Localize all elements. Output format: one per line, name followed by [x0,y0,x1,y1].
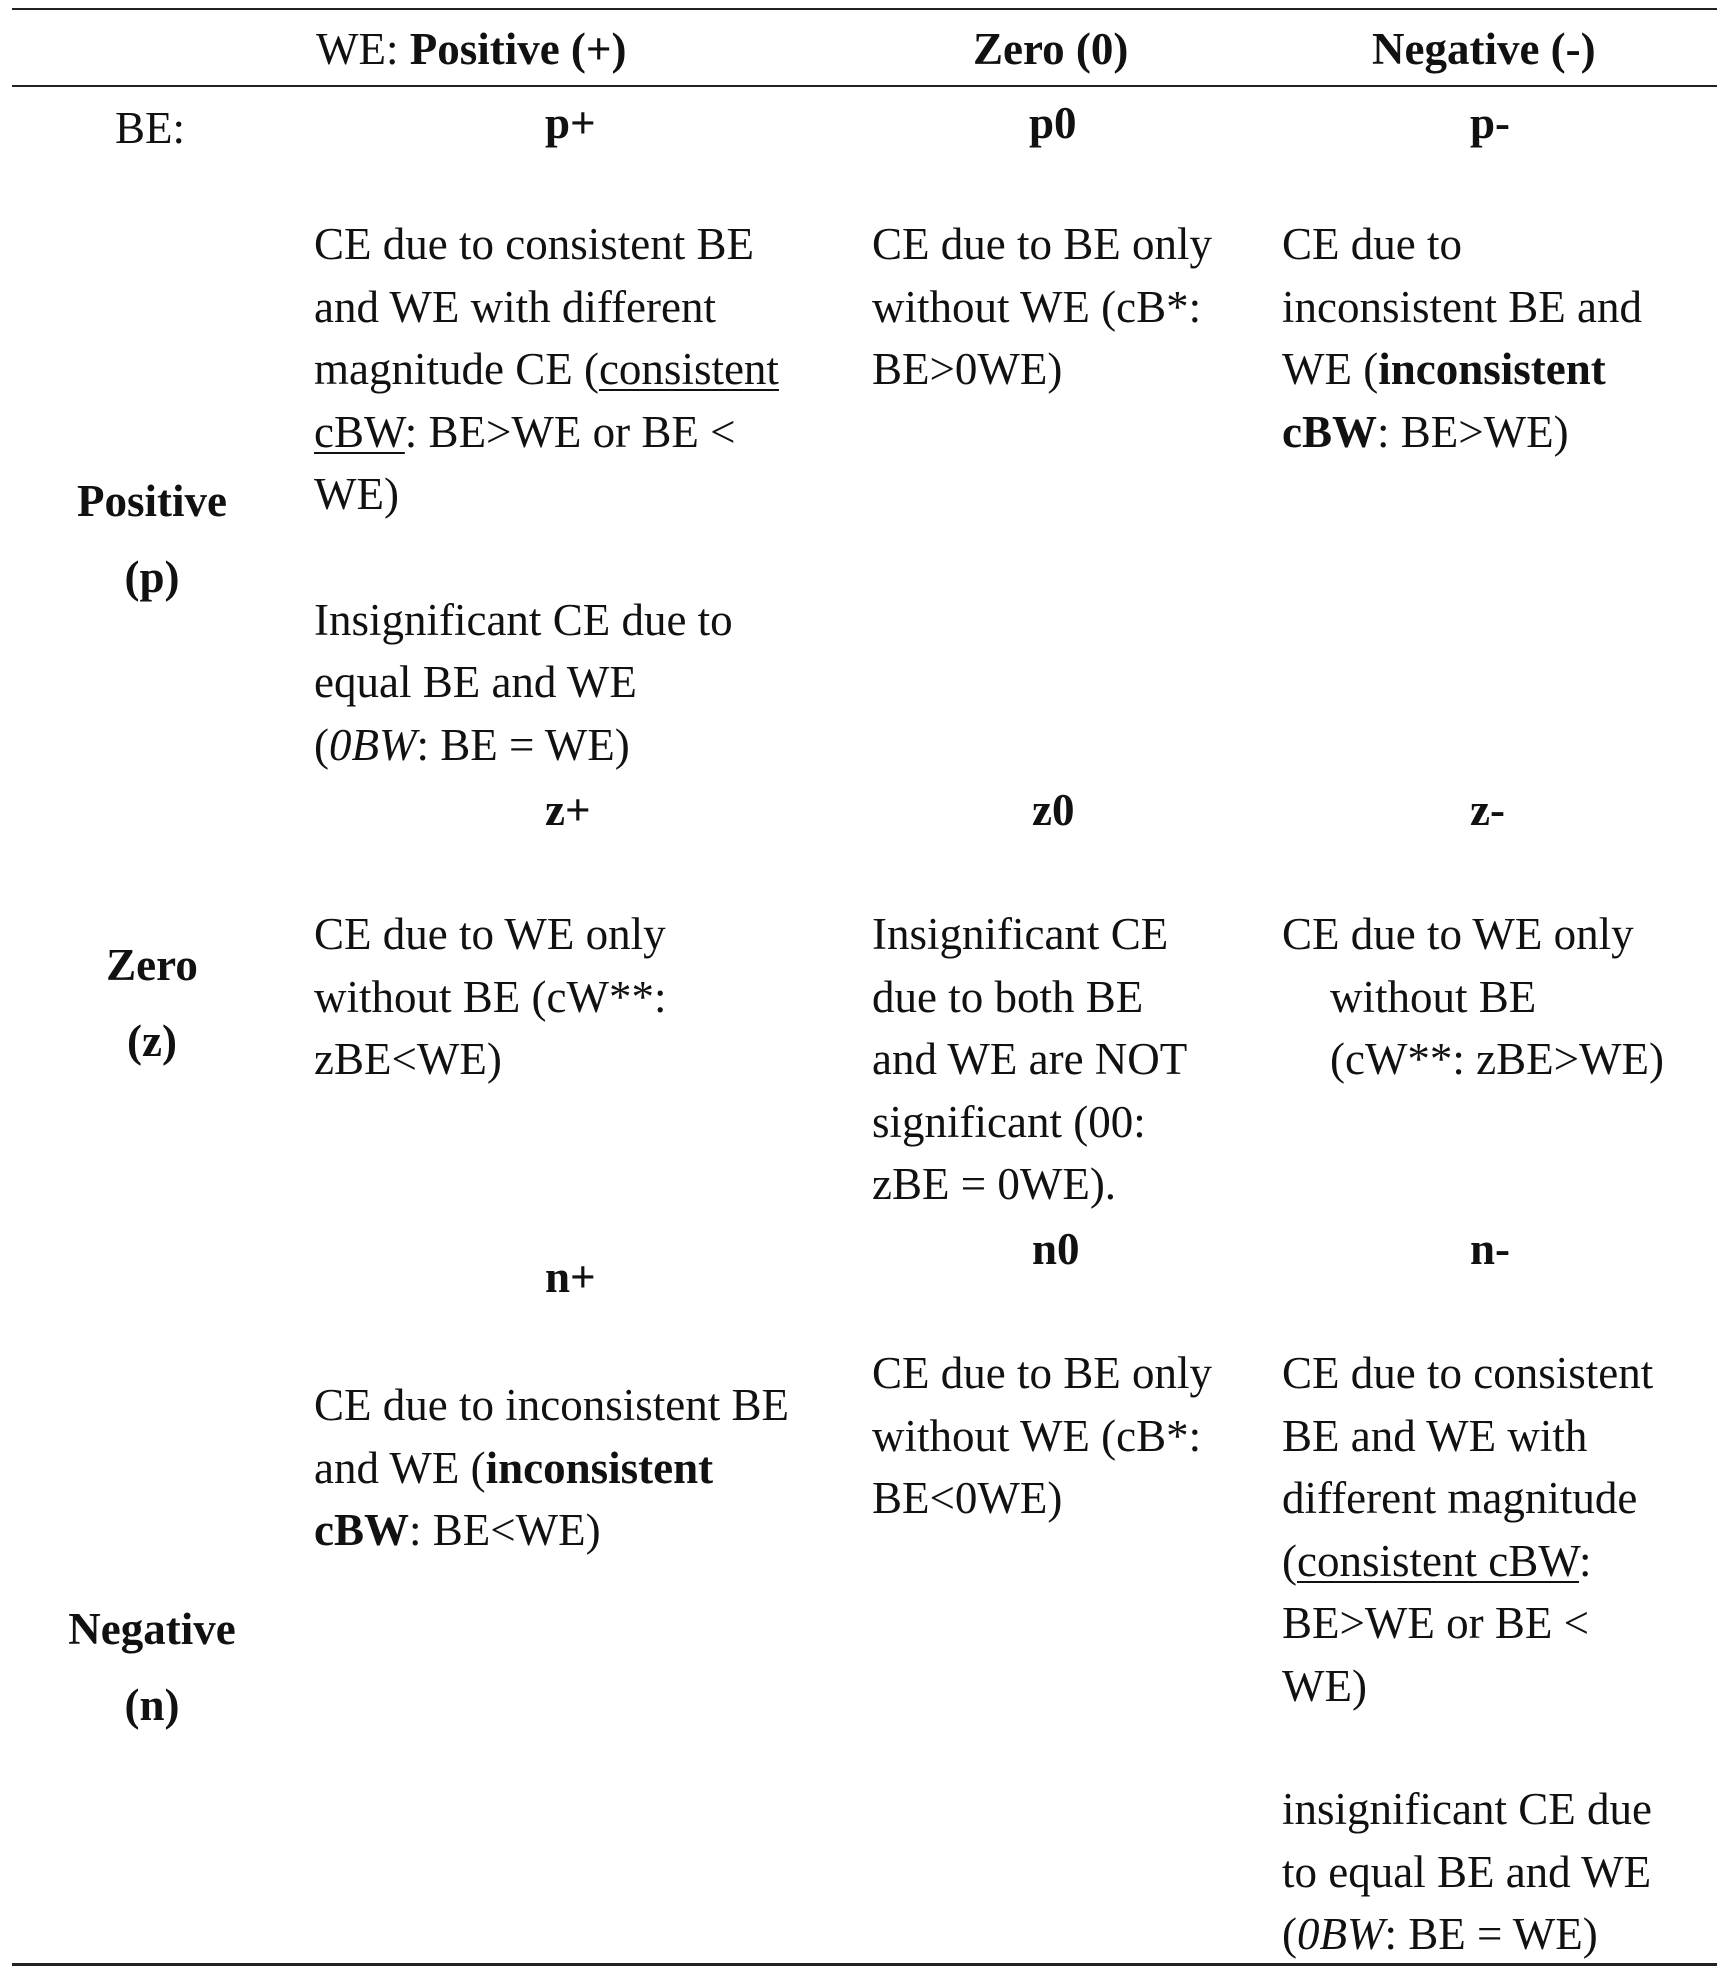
code-p-minus: p- [1470,98,1511,148]
cell-z-minus: CE due to WE only without BE (cW**: zBE>WE) [1282,909,1664,1084]
code-z-minus: z- [1470,785,1505,835]
code-p-zero: p0 [1029,98,1077,148]
cell-z-zero: Insignificant CE due to both BE and WE are NOT significant (00: zBE = 0WE). [872,909,1188,1209]
header-negative: Negative (-) [1372,24,1596,74]
cell-n-minus: CE due to consistent BE and WE with different magnitude (consistent cBW: BE>WE or BE < WE) insignificant CE due to equal BE and WE (0BW: BE = WE) [1282,1348,1654,1959]
cell-p-plus: CE due to consistent BE and WE with different magnitude CE (consistent cBW: BE>WE or BE < WE) Insignificant CE due to equal BE and WE (0BW: BE = WE) [314,219,779,770]
code-n-minus: n- [1470,1224,1511,1274]
cell-n-plus: CE due to inconsistent BE and WE (inconsistent cBW: BE<WE) [314,1380,789,1555]
code-n-zero: n0 [1032,1224,1080,1274]
code-n-plus: n+ [545,1252,596,1302]
cell-z-plus: CE due to WE only without BE (cW**: zBE<WE) [314,909,667,1084]
row-label-positive: Positive (p) [77,476,227,602]
header-rule [12,85,1717,87]
header-zero: Zero (0) [973,24,1129,74]
code-z-plus: z+ [545,785,591,835]
row-label-negative: Negative (n) [68,1604,236,1730]
code-p-plus: p+ [545,98,596,148]
row-label-zero: Zero (z) [106,940,198,1066]
we-positive-label: Positive (+) [409,24,627,74]
top-rule [12,8,1717,10]
code-z-zero: z0 [1032,785,1075,835]
cell-p-minus: CE due to inconsistent BE and WE (inconsistent cBW: BE>WE) [1282,219,1642,457]
be-label: BE: [115,103,186,153]
cell-p-zero: CE due to BE only without WE (cB*: BE>0WE) [872,219,1212,394]
header-positive [316,18,627,80]
cell-n-zero: CE due to BE only without WE (cB*: BE<0WE) [872,1348,1212,1523]
we-label: WE: [316,24,399,74]
